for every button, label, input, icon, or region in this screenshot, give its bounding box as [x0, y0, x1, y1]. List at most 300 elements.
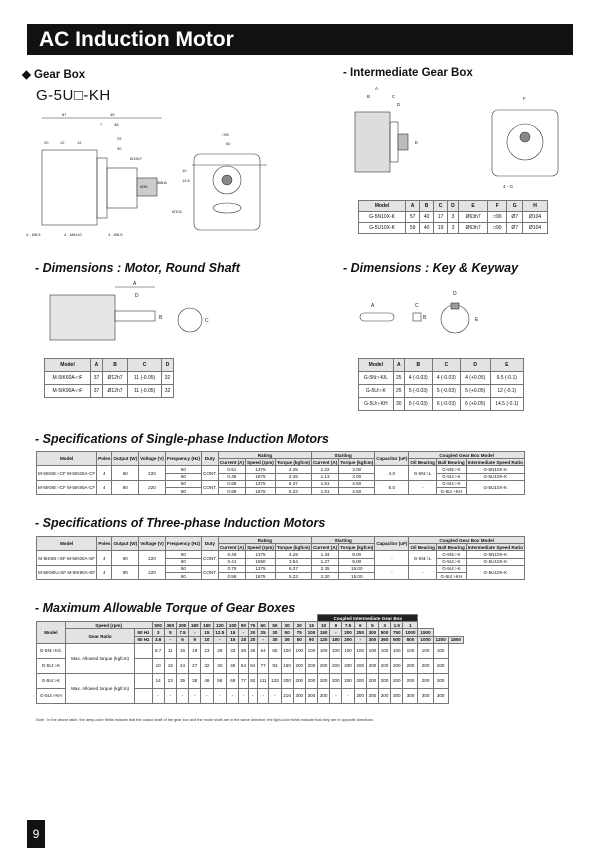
svg-text:4 - Ø8.5: 4 - Ø8.5 [26, 232, 41, 237]
torque-cell: 40 [213, 658, 227, 673]
torque-cell: - [189, 688, 201, 703]
spec-cell: 50 [165, 466, 201, 473]
torque-cell: 18 [189, 643, 201, 658]
ratio-cell: 200 [342, 636, 354, 643]
torque-cell: 200 [354, 658, 366, 673]
dim-key-cell: 6 (+0.05) [460, 398, 490, 411]
intermediate-cell: 19 [434, 223, 448, 234]
ratio-cell: 10 [201, 636, 213, 643]
torque-cell: 200 [330, 673, 342, 688]
spec-cell: G-5N10X-K [466, 551, 524, 558]
dim-key-cell: 5 (+0.05) [460, 385, 490, 398]
intermediate-cell: Ø104 [523, 223, 548, 234]
spec-cell: 220 [139, 480, 166, 494]
spec-cell: 1375 [246, 551, 276, 558]
torque-cell: 300 [293, 688, 305, 703]
intermediate-cell: 17 [434, 212, 448, 223]
speed-cell: 360 [164, 622, 176, 629]
dim-key-col-header: B [404, 359, 432, 372]
torque-cell: 38 [189, 673, 201, 688]
dim-key-cell: G-5U□-K [359, 385, 394, 398]
spec-cell: 220 [139, 466, 166, 480]
spec-col-header: Oil Bearing [410, 459, 435, 465]
table-row [359, 372, 524, 385]
ratio-cell: 1000 [403, 629, 418, 636]
spec-cell: 9.00 [339, 551, 375, 558]
intermediate-col-header: A [406, 201, 420, 212]
speed-cell: 90 [239, 622, 248, 629]
spec-cell: G-5N□-L [409, 551, 437, 565]
spec-cell: CONT. [202, 466, 219, 480]
intermediate-col-header: H [523, 201, 548, 212]
torque-cell: 200 [318, 673, 330, 688]
torque-cell: - [342, 688, 354, 703]
torque-cell: 150 [281, 658, 293, 673]
spec-cell: 220 [139, 551, 166, 565]
torque-cell: 200 [366, 658, 378, 673]
table-row [37, 480, 525, 487]
spec-col-header: Poles [97, 537, 112, 551]
torque-col-header: Model [37, 622, 66, 644]
torque-cell: 33 [227, 643, 239, 658]
torque-cell: 111 [257, 673, 268, 688]
intermediate-cell: 3 [448, 212, 459, 223]
torque-cell: 48 [227, 658, 239, 673]
spec-cell: CONT. [202, 551, 219, 565]
spec-col-header: Output (W) [112, 452, 139, 466]
spec-cell: 1650 [246, 558, 276, 565]
ratio-cell: 300 [366, 629, 378, 636]
speed-cell: 20 [293, 622, 305, 629]
ratio-cell: - [354, 636, 366, 643]
ratio-cell: 20 [248, 636, 257, 643]
spec-col-header: Output (W) [112, 537, 139, 551]
torque-cell: 77 [239, 673, 248, 688]
svg-text:E: E [475, 317, 479, 323]
spec-col-header: Torque (kgfcm) [340, 459, 374, 465]
ratio-cell: 15 [227, 636, 239, 643]
spec-cell: 50 [165, 480, 201, 487]
torque-cell: 16 [176, 643, 188, 658]
spec-cell: 0.68 [218, 480, 245, 487]
ratio-cell: 5 [164, 629, 176, 636]
ratio-cell: 90 [305, 636, 317, 643]
intermediate-col-header: D [448, 201, 459, 212]
spec-cell: 4 [97, 551, 112, 565]
speed-cell: 7.5 [342, 622, 354, 629]
torque-cell: 200 [342, 673, 354, 688]
spec-col-header: Capacitor (uF) [375, 537, 409, 551]
torque-cell: 77 [257, 658, 268, 673]
spec-cell: 1.81 [311, 487, 338, 494]
table-row [45, 372, 174, 385]
spec-cell: 0.49 [218, 551, 245, 558]
spec-cell: G-5U□-K [436, 558, 466, 565]
spec-cell: 5.23 [275, 572, 311, 579]
spec-cell: 1.91 [311, 480, 338, 487]
ratio-cell: 3 [152, 629, 164, 636]
single-phase-heading: - Specifications of Single-phase Induction Motors [35, 432, 329, 446]
spec-col-header: Capacitor (uF) [375, 452, 409, 466]
spec-cell: 5.0 [375, 480, 409, 494]
ratio-cell: 600 [403, 636, 418, 643]
dim-motor-cell: Ø12h7 [102, 372, 127, 385]
dim-key-cell: 30 [393, 398, 404, 411]
table-row [359, 223, 548, 234]
torque-cell: 16 [164, 658, 176, 673]
svg-text:C: C [415, 303, 419, 309]
ratio-cell: 150 [318, 629, 330, 636]
svg-text:29: 29 [117, 136, 122, 141]
spec-cell: 3.54 [275, 558, 311, 565]
svg-text:4 - G: 4 - G [503, 184, 514, 189]
torque-cell: 200 [293, 673, 305, 688]
spec-cell: 90 [112, 565, 139, 579]
intermediate-col-header: B [420, 201, 434, 212]
torque-cell: 200 [305, 658, 317, 673]
speed-cell: 50 [269, 622, 281, 629]
table-row [37, 565, 525, 572]
torque-col-header: 50 Hz [135, 629, 152, 636]
speed-cell: 180 [189, 622, 201, 629]
spec-cell: 4 [97, 565, 112, 579]
spec-col-header: Ball Bearing [437, 459, 465, 465]
torque-cell: 200 [403, 658, 418, 673]
speed-cell: 5 [366, 622, 378, 629]
speed-cell: 6 [354, 622, 366, 629]
spec-col-header: Coupled Gear Box Model [409, 452, 524, 459]
ratio-cell: 1000 [418, 636, 433, 643]
svg-text:4 - M6x10: 4 - M6x10 [64, 232, 82, 237]
torque-model: G-5N□-K/L [37, 643, 66, 658]
torque-table [36, 614, 464, 704]
intermediate-col-header: E [458, 201, 487, 212]
torque-cell: 300 [366, 688, 378, 703]
spec-cell: G-5U□-K [436, 480, 466, 487]
spec-col-header: Current (A) [219, 544, 245, 550]
svg-text:B: B [367, 94, 371, 99]
spec-col-header: Oil Bearing [410, 544, 435, 550]
dim-motor-col-header: B [102, 359, 127, 372]
spec-col-header: Voltage (V) [139, 452, 166, 466]
spec-cell: 1.27 [311, 558, 338, 565]
ratio-cell: - [330, 629, 342, 636]
table-row [359, 385, 524, 398]
spec-cell: 9.00 [339, 558, 375, 565]
spec-col-header: Model [37, 537, 97, 551]
ratio-cell: - [189, 629, 201, 636]
table-row [359, 212, 548, 223]
ratio-cell: 1500 [418, 629, 433, 636]
spec-col-header: Model [37, 452, 97, 466]
torque-cell: 216 [281, 688, 293, 703]
spec-cell: 0.41 [218, 558, 245, 565]
torque-cell: - [248, 688, 257, 703]
speed-cell: 75 [248, 622, 257, 629]
spec-cell: 60 [165, 473, 201, 480]
torque-cell: 200 [342, 658, 354, 673]
spec-col-header: Intermediate Speed Ratio [467, 544, 523, 550]
dim-key-col-header: Model [359, 359, 394, 372]
intermediate-cell: 40 [420, 212, 434, 223]
spec-cell: 50 [165, 551, 201, 558]
dim-key-cell: 5 (-0.03) [432, 385, 460, 398]
spec-cell: CONT. [202, 480, 219, 494]
torque-heading: - Maximum Allowable Torque of Gear Boxes [35, 601, 296, 615]
torque-cell: - [269, 688, 281, 703]
ratio-cell: 20 [248, 629, 257, 636]
svg-text:20: 20 [44, 140, 49, 145]
dim-key-cell: 25 [393, 372, 404, 385]
torque-cell: 14 [152, 673, 164, 688]
svg-text:30: 30 [117, 146, 122, 151]
svg-text:D: D [453, 291, 457, 297]
spec-col-header: Torque (kgfcm) [340, 544, 374, 550]
svg-text:□90: □90 [222, 132, 229, 137]
dim-key-cell: 6 (-0.03) [432, 398, 460, 411]
dim-motor-heading: - Dimensions : Motor, Round Shaft [35, 261, 240, 275]
torque-cell: 36 [239, 643, 248, 658]
spec-model: M-5IK60□-SF M-5IK60A-SF [37, 551, 97, 565]
torque-col-header: Gear Ratio [65, 629, 135, 643]
svg-text:B: B [423, 315, 427, 321]
torque-cell: 200 [305, 673, 317, 688]
intermediate-table [358, 200, 548, 234]
intermediate-drawing [345, 82, 575, 192]
spec-cell: 3.49 [275, 473, 311, 480]
torque-cell: 300 [305, 688, 317, 703]
torque-cell: 200 [354, 673, 366, 688]
ratio-cell: 120 [318, 636, 330, 643]
torque-cell: 300 [379, 688, 391, 703]
dim-motor-cell: 37 [91, 372, 103, 385]
ratio-cell: - [213, 636, 227, 643]
torque-cell: 200 [433, 673, 448, 688]
spec-cell: G-5U□-KH [436, 487, 466, 494]
table-row [37, 551, 525, 558]
speed-cell: 30 [281, 622, 293, 629]
ratio-cell: 750 [391, 629, 403, 636]
gear-box-drawing [22, 110, 282, 250]
intermediate-col-header: F [488, 201, 507, 212]
spec-cell: CONT. [202, 565, 219, 579]
spec-cell: G-5N□-L [409, 466, 437, 480]
spec-cell: 4.25 [275, 551, 311, 558]
spec-cell: G-5U□-KH [436, 572, 466, 579]
torque-note: Note : In the above table, the deep-color fields indicate that the output shaft of the gear box and the motor shaft are in the same direction; the light-color fields indicate that they are in opposite directions. [36, 718, 375, 722]
torque-cell: 100 [281, 643, 293, 658]
dim-motor-cell: M-5IK90A-□F [45, 385, 91, 398]
spec-cell: - [409, 480, 437, 494]
spec-cell: G-5U□-K [436, 565, 466, 572]
torque-cell: 300 [418, 688, 433, 703]
intermediate-cell: Ø104 [523, 212, 548, 223]
spec-cell: 1375 [246, 565, 276, 572]
ratio-cell: 50 [293, 636, 305, 643]
intermediate-col-header: G [507, 201, 523, 212]
three-phase-table [36, 536, 525, 580]
torque-cell: 10 [152, 658, 164, 673]
torque-cell: 200 [293, 658, 305, 673]
intermediate-col-header: C [434, 201, 448, 212]
spec-cell: 1.22 [311, 466, 338, 473]
gear-box-heading: ◆ Gear Box [22, 69, 86, 81]
spec-col-header: Current (A) [219, 459, 245, 465]
ratio-cell: 300 [366, 636, 378, 643]
table-row [37, 466, 525, 473]
spec-col-header: Torque (kgfcm) [276, 544, 310, 550]
torque-cell: 65 [269, 643, 281, 658]
svg-text:60: 60 [226, 141, 231, 146]
intermediate-cell: Ø63h7 [458, 223, 487, 234]
ratio-cell: - [257, 636, 268, 643]
svg-text:45: 45 [110, 112, 115, 117]
spec-col-header: Coupled Gear Box Model [409, 537, 524, 544]
spec-cell: 1375 [246, 480, 276, 487]
intermediate-heading: - Intermediate Gear Box [343, 67, 473, 79]
torque-cell: 300 [391, 688, 403, 703]
spec-cell: 4.50 [339, 487, 375, 494]
spec-cell: 50 [165, 565, 201, 572]
torque-cell: - [201, 688, 213, 703]
svg-text:Ø15h7: Ø15h7 [130, 156, 143, 161]
ratio-cell: 30 [269, 629, 281, 636]
svg-text:Ø8h6: Ø8h6 [157, 180, 167, 185]
spec-cell: 90 [112, 480, 139, 494]
spec-cell: - [409, 565, 437, 579]
ratio-cell: 36 [281, 636, 293, 643]
speed-cell: 500 [152, 622, 164, 629]
svg-text:E: E [415, 140, 419, 145]
torque-model: G-5U□-K [37, 673, 66, 688]
torque-cell: 300 [403, 688, 418, 703]
ratio-cell: 15 [227, 629, 239, 636]
torque-cell: - [330, 688, 342, 703]
torque-cell: 200 [379, 658, 391, 673]
spec-model: M-5IK60□-CF M-5IK60A-CF [37, 466, 97, 480]
torque-cell: 200 [318, 658, 330, 673]
svg-text:87: 87 [62, 112, 67, 117]
dim-key-cell: G-5U□-KH [359, 398, 394, 411]
torque-cell: 200 [330, 658, 342, 673]
spec-cell: 4.0 [375, 466, 409, 480]
dim-motor-cell: 37 [91, 385, 103, 398]
torque-col-header: 60 Hz [135, 636, 152, 643]
spec-col-header: Starting [311, 452, 374, 459]
torque-cell: 200 [403, 673, 418, 688]
spec-cell: 15.00 [339, 565, 375, 572]
speed-cell: 60 [257, 622, 268, 629]
spec-col-header: Frequency (Hz) [165, 452, 201, 466]
ratio-cell: 75 [293, 629, 305, 636]
svg-text:B: B [159, 315, 163, 321]
torque-cell: - [227, 688, 239, 703]
torque-cell: 58 [213, 673, 227, 688]
torque-cell: 200 [391, 658, 403, 673]
torque-cell: 45 [248, 643, 257, 658]
table-row [37, 673, 464, 688]
torque-cell: 100 [433, 643, 448, 658]
dim-key-cell: 25 [393, 385, 404, 398]
spec-cell: G-5U10X-K [466, 480, 524, 494]
spec-model: M-5IK90□-CF M-5IK90A-CF [37, 480, 97, 494]
three-phase-heading: - Specifications of Three-phase Induction Motors [35, 516, 326, 530]
spec-cell: G-5U10X-K [466, 558, 524, 565]
spec-cell: 4.50 [339, 480, 375, 487]
speed-cell: 150 [201, 622, 213, 629]
svg-text:Ø36: Ø36 [140, 184, 148, 189]
speed-cell: 200 [176, 622, 188, 629]
spec-cell: G-5U10X-K [466, 565, 524, 579]
torque-cell: 6.7 [152, 643, 164, 658]
ratio-cell: 30 [269, 636, 281, 643]
torque-cell: 100 [379, 643, 391, 658]
svg-text:14.5: 14.5 [182, 178, 190, 183]
ratio-cell: 360 [379, 636, 391, 643]
speed-cell: 120 [213, 622, 227, 629]
torque-cell: - [164, 688, 176, 703]
svg-text:A: A [375, 86, 379, 91]
key-drawing [355, 285, 515, 350]
spec-cell: 220 [139, 565, 166, 579]
spec-col-header: Ball Bearing [437, 544, 465, 550]
torque-cell: 24 [176, 658, 188, 673]
spec-cell: 0.58 [218, 572, 245, 579]
torque-cell: 100 [305, 643, 317, 658]
torque-cell: 200 [366, 673, 378, 688]
intermediate-cell: □90 [488, 212, 507, 223]
svg-text:7: 7 [100, 122, 103, 127]
dim-key-col-header: C [432, 359, 460, 372]
dim-motor-cell: 32 [162, 385, 174, 398]
torque-cell: 23 [164, 673, 176, 688]
torque-cell: 46 [201, 673, 213, 688]
spec-cell: G-5N10X-K [466, 466, 524, 473]
ratio-cell: 18 [239, 636, 248, 643]
intermediate-cell: Ø63h7 [458, 212, 487, 223]
table-row [45, 385, 174, 398]
spec-cell: 0.69 [218, 487, 245, 494]
dim-key-cell: 9.5 (-0.1) [490, 372, 523, 385]
torque-cell: 200 [418, 658, 433, 673]
svg-text:C: C [392, 94, 396, 99]
torque-label: Max. Allowed torque (kgfcm) [65, 673, 135, 703]
spec-cell: 60 [165, 558, 201, 565]
spec-cell: 6.37 [275, 565, 311, 572]
torque-cell: 200 [281, 673, 293, 688]
spec-col-header: Speed (rpm) [247, 459, 274, 465]
intermediate-cell: G-5U10X-K [359, 223, 406, 234]
torque-cell: 100 [391, 643, 403, 658]
ratio-cell: 3.6 [152, 636, 164, 643]
ratio-cell: 500 [391, 636, 403, 643]
speed-cell: 3 [379, 622, 391, 629]
ratio-cell: 200 [342, 629, 354, 636]
speed-cell: 10 [318, 622, 330, 629]
spec-cell: 5.23 [275, 487, 311, 494]
spec-cell: 1375 [246, 466, 276, 473]
ratio-cell: 6 [176, 636, 188, 643]
torque-cell: 200 [433, 658, 448, 673]
dim-motor-col-header: A [91, 359, 103, 372]
spec-cell: 3.00 [339, 473, 375, 480]
ratio-cell: - [164, 636, 176, 643]
spec-cell: 1675 [246, 473, 276, 480]
torque-cell: 64 [248, 658, 257, 673]
dim-motor-table [44, 358, 174, 398]
spec-cell: 1.13 [311, 473, 338, 480]
svg-text:38: 38 [114, 122, 119, 127]
